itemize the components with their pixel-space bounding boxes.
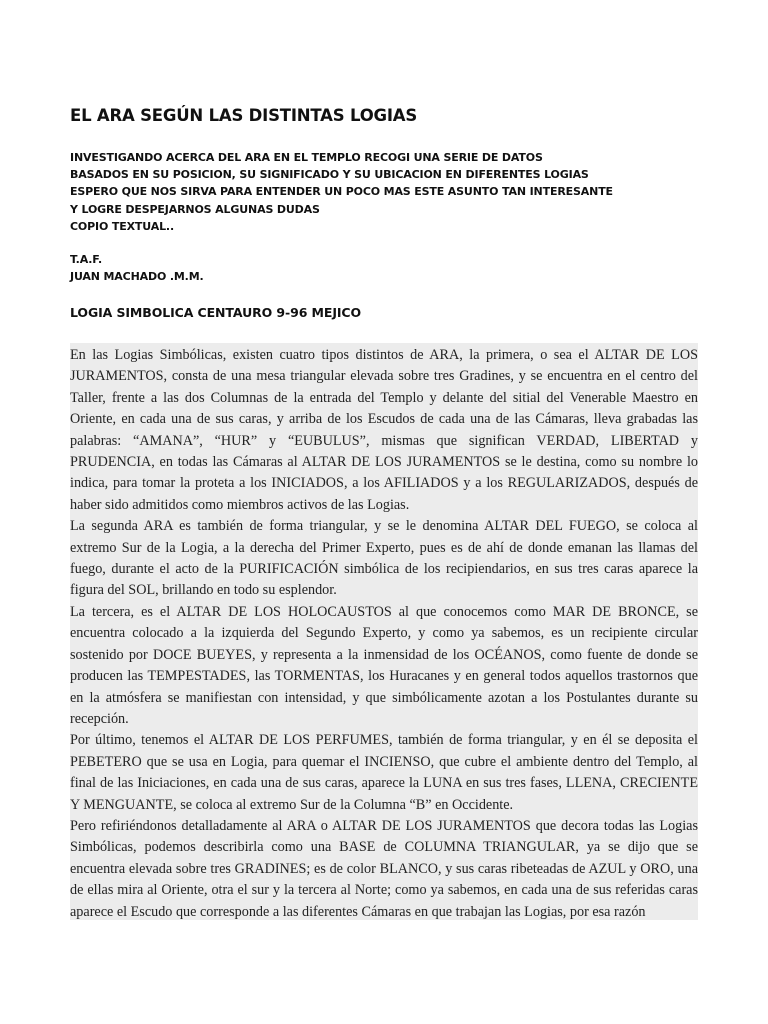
paragraph: La tercera, es el ALTAR DE LOS HOLOCAUSTOS al que conocemos como MAR DE BRONCE, se encuentra colocado a la izquierda del Segundo Experto, y como ya sabemos, es un recipiente circular sostenido por DOCE BUEYES, y representa a la inmensidad de los OCÉANOS, como fuente de donde se producen las TEMPESTADES, las TORMENTAS, los Huracanes y en general todos aquellos trastornos que en la atmósfera se manifiestan con intensidad, y que simbólicamente azotan a los Postulantes durante su recepción.	[70, 603, 698, 727]
signature-initials: T.A.F.	[70, 253, 103, 266]
intro-line: Y LOGRE DESPEJARNOS ALGUNAS DUDAS	[70, 202, 320, 216]
intro-line: INVESTIGANDO ACERCA DEL ARA EN EL TEMPLO RECOGI UNA SERIE DE DATOS	[70, 151, 543, 164]
paragraph: En las Logias Simbólicas, existen cuatro tipos distintos de ARA, la primera, o sea el ALTAR DE LOS JURAMENTOS, consta de una mesa triangular elevada sobre tres Gradines, y se encuentra en el centro del Taller, frente a las dos Columnas de la entrada del Templo y delante del sitial del Venerable Maestro en Oriente, en cada una de sus caras, y arriba de los Escudos de cada una de las Cámaras, lleva grabadas las palabras: “AMANA”, “HUR” y “EUBULUS”, mismas que significan VERDAD, LIBERTAD y PRUDENCIA, en todas las Cámaras al ALTAR DE LOS JURAMENTOS se le destina, como su nombre lo indica, para tomar la proteta a los INICIADOS, a los AFILIADOS y a los REGULARIZADOS, después de haber sido admitidos como miembros activos de las Logias.	[70, 347, 698, 513]
document-title: EL ARA SEGÚN LAS DISTINTAS LOGIAS	[70, 106, 418, 125]
paragraph: Pero refiriéndonos detalladamente al ARA o ALTAR DE LOS JURAMENTOS que decora todas las Logias Simbólicas, podemos describirla como una BASE de COLUMNA TRIANGULAR, ya se dijo que se encuentra elevada sobre tres GRADINES; es de color BLANCO, y sus caras ribeteadas de AZUL y ORO, una de ellas mira al Oriente, otra el sur y la tercera al Norte; como ya sabemos, en cada una de sus referidas caras aparece el Escudo que corresponde a las diferentes Cámaras en que trabajan las Logias, por esa razón	[70, 817, 698, 920]
intro-line: COPIO TEXTUAL..	[70, 219, 174, 233]
signature-author: JUAN MACHADO .M.M.	[70, 270, 204, 284]
intro-line: ESPERO QUE NOS SIRVA PARA ENTENDER UN POCO MAS ESTE ASUNTO TAN INTERESANTE	[70, 185, 613, 199]
intro-block	[70, 149, 710, 235]
paragraph: La segunda ARA es también de forma triangular, y se le denomina ALTAR DEL FUEGO, se coloca al extremo Sur de la Logia, a la derecha del Primer Experto, pues es de ahí de donde emanan las llamas del fuego, durante el acto de la PURIFICACIÓN simbólica de los recipiendarios, en sus tres caras aparece la figura del SOL, brillando en todo su esplendor.	[70, 518, 698, 599]
body-text	[70, 345, 698, 923]
signature-block	[70, 251, 204, 285]
paragraph: Por último, tenemos el ALTAR DE LOS PERFUMES, también de forma triangular, y en él se deposita el PEBETERO que se usa en Logia, para quemar el INCIENSO, que cubre el ambiente dentro del Templo, al final de las Iniciaciones, en cada una de sus caras, aparece la LUNA en sus tres fases, LLENA, CRECIENTE Y MENGUANTE, se coloca al extremo Sur de la Columna “B” en Occidente.	[70, 732, 698, 813]
lodge-heading: LOGIA SIMBOLICA CENTAURO 9-96 MEJICO	[70, 305, 362, 320]
intro-line: BASADOS EN SU POSICION, SU SIGNIFICADO Y SU UBICACION EN DIFERENTES LOGIAS	[70, 168, 589, 182]
